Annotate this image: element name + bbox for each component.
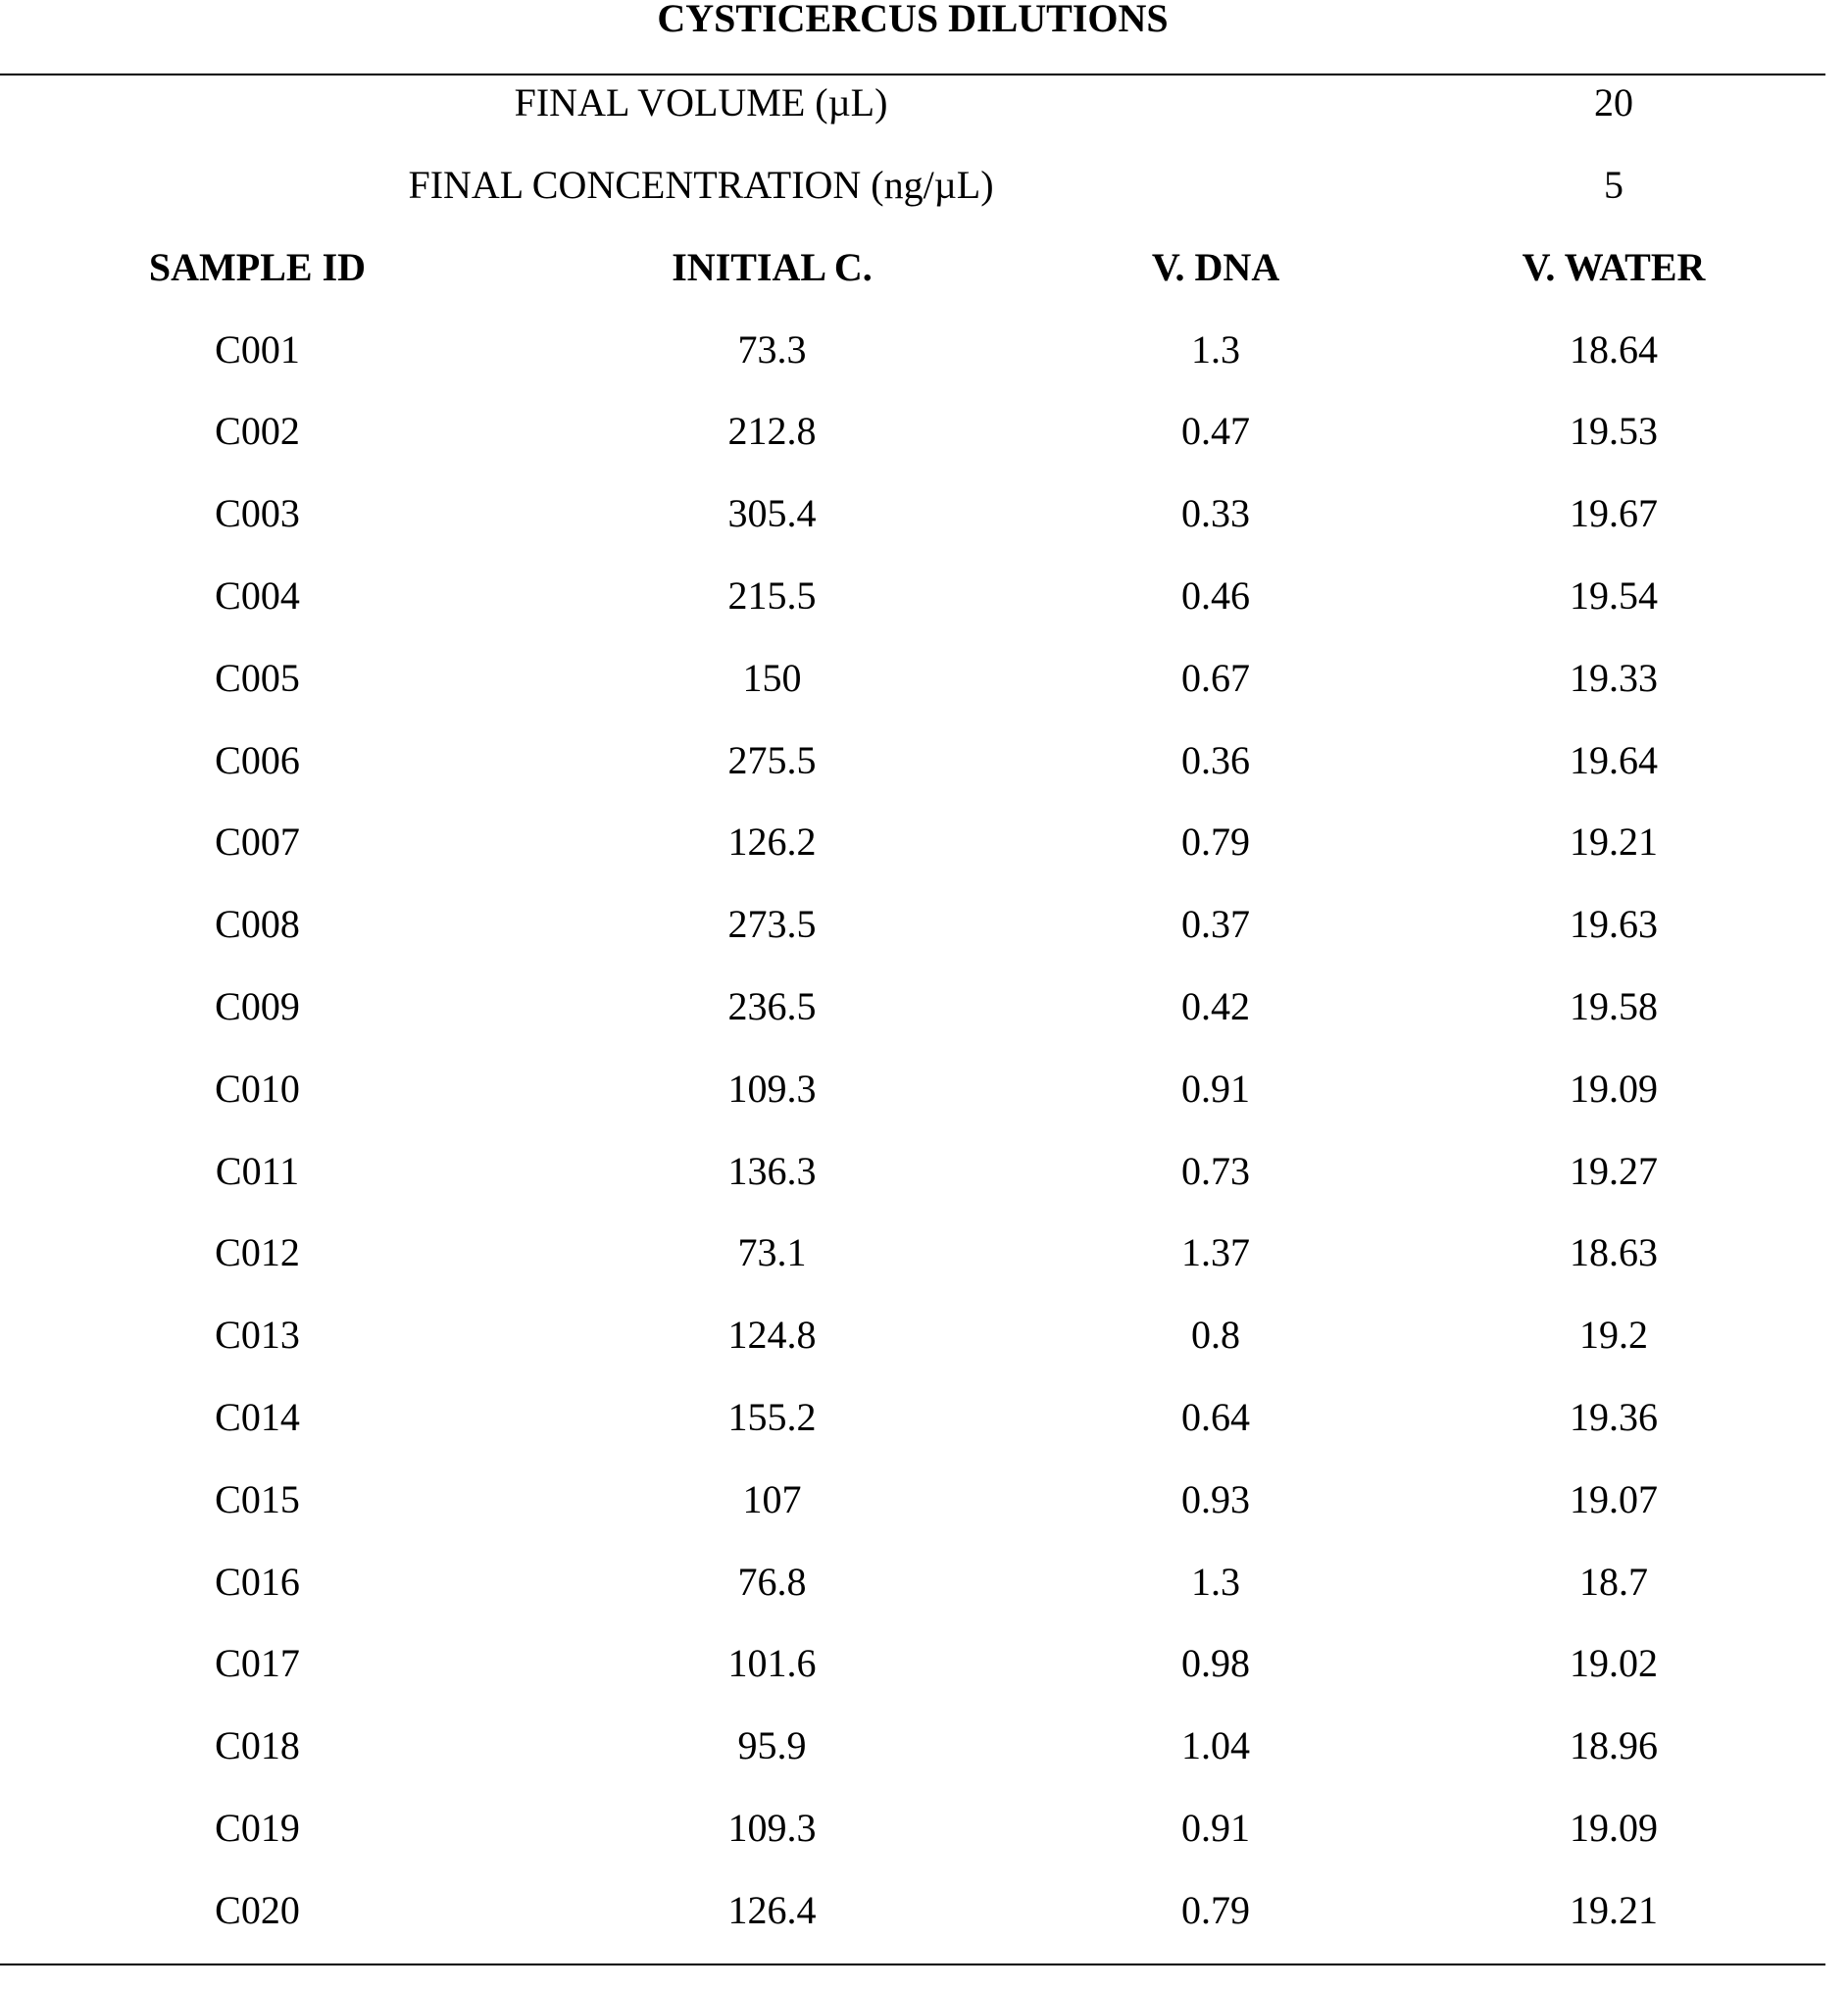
v-water-cell: 18.96 — [1570, 1723, 1659, 1768]
table-row — [0, 1376, 1825, 1459]
initial-c-cell: 73.1 — [737, 1230, 807, 1275]
v-dna-cell: 0.8 — [1191, 1313, 1240, 1358]
v-water-cell: 19.09 — [1570, 1066, 1659, 1111]
table-row — [0, 1623, 1825, 1706]
sample-id-cell: C005 — [215, 655, 300, 700]
header-row — [0, 226, 1825, 309]
table-row — [0, 472, 1825, 555]
v-water-cell: 19.36 — [1570, 1395, 1659, 1440]
initial-c-cell: 212.8 — [727, 409, 817, 454]
v-water-cell: 18.63 — [1570, 1230, 1659, 1275]
table-row — [0, 309, 1825, 391]
v-water-cell: 19.54 — [1570, 573, 1659, 619]
table-row — [0, 1705, 1825, 1787]
initial-c-cell: 76.8 — [737, 1559, 807, 1604]
initial-c-cell: 126.2 — [727, 820, 817, 865]
table-row — [0, 1869, 1825, 1952]
v-water-cell: 19.53 — [1570, 409, 1659, 454]
v-water-cell: 19.07 — [1570, 1476, 1659, 1521]
v-dna-cell: 0.98 — [1181, 1641, 1250, 1686]
sample-id-cell: C010 — [215, 1066, 300, 1111]
table-row — [0, 1541, 1825, 1623]
initial-c-cell: 155.2 — [727, 1395, 817, 1440]
v-dna-cell: 0.36 — [1181, 737, 1250, 782]
v-water-cell: 19.27 — [1570, 1148, 1659, 1193]
initial-c-cell: 109.3 — [727, 1066, 817, 1111]
final-concentration-label: FINAL CONCENTRATION (ng/µL) — [408, 163, 994, 207]
v-dna-cell: 0.93 — [1181, 1476, 1250, 1521]
final-volume-row — [0, 62, 1825, 144]
initial-c-cell: 101.6 — [727, 1641, 817, 1686]
initial-c-cell: 109.3 — [727, 1806, 817, 1851]
sample-id-cell: C003 — [215, 491, 300, 536]
table-row — [0, 637, 1825, 720]
v-water-cell: 19.64 — [1570, 737, 1659, 782]
v-water-cell: 19.67 — [1570, 491, 1659, 536]
v-water-cell: 18.64 — [1570, 326, 1659, 372]
v-dna-cell: 0.79 — [1181, 820, 1250, 865]
initial-c-cell: 95.9 — [737, 1723, 807, 1768]
initial-c-cell: 136.3 — [727, 1148, 817, 1193]
v-dna-cell: 0.46 — [1181, 573, 1250, 619]
sample-id-cell: C009 — [215, 984, 300, 1029]
column-header-v-dna: V. DNA — [1151, 244, 1280, 289]
v-dna-cell: 0.91 — [1181, 1806, 1250, 1851]
initial-c-cell: 236.5 — [727, 984, 817, 1029]
table-row — [0, 966, 1825, 1048]
sample-id-cell: C017 — [215, 1641, 300, 1686]
v-water-cell: 18.7 — [1579, 1559, 1649, 1604]
v-water-cell: 19.2 — [1579, 1313, 1649, 1358]
v-dna-cell: 0.47 — [1181, 409, 1250, 454]
sample-id-cell: C015 — [215, 1476, 300, 1521]
final-volume-label: FINAL VOLUME (µL) — [514, 80, 888, 124]
v-water-cell: 19.58 — [1570, 984, 1659, 1029]
sample-id-cell: C013 — [215, 1313, 300, 1358]
v-water-cell: 19.09 — [1570, 1806, 1659, 1851]
initial-c-cell: 275.5 — [727, 737, 817, 782]
sample-id-cell: C008 — [215, 902, 300, 947]
initial-c-cell: 107 — [742, 1476, 802, 1521]
sample-id-cell: C016 — [215, 1559, 300, 1604]
initial-c-cell: 273.5 — [727, 902, 817, 947]
column-header-v-water: V. WATER — [1522, 244, 1706, 289]
sample-id-cell: C019 — [215, 1806, 300, 1851]
final-concentration-row — [0, 144, 1825, 226]
initial-c-cell: 215.5 — [727, 573, 817, 619]
table-title: CYSTICERCUS DILUTIONS — [657, 0, 1169, 40]
final-volume-value: 20 — [1594, 80, 1634, 124]
table-row — [0, 1787, 1825, 1869]
table-row — [0, 1048, 1825, 1130]
v-dna-cell: 1.37 — [1181, 1230, 1250, 1275]
table-row — [0, 555, 1825, 637]
final-concentration-value: 5 — [1604, 163, 1624, 207]
v-dna-cell: 0.91 — [1181, 1066, 1250, 1111]
sample-id-cell: C012 — [215, 1230, 300, 1275]
sample-id-cell: C007 — [215, 820, 300, 865]
initial-c-cell: 73.3 — [737, 326, 807, 372]
table-row — [0, 391, 1825, 473]
v-dna-cell: 1.3 — [1191, 326, 1240, 372]
sample-id-cell: C014 — [215, 1395, 300, 1440]
initial-c-cell: 305.4 — [727, 491, 817, 536]
sample-id-cell: C002 — [215, 409, 300, 454]
table-row — [0, 883, 1825, 966]
table-row — [0, 720, 1825, 802]
initial-c-cell: 126.4 — [727, 1887, 817, 1932]
v-water-cell: 19.21 — [1570, 1887, 1659, 1932]
table-row — [0, 1459, 1825, 1541]
v-water-cell: 19.02 — [1570, 1641, 1659, 1686]
initial-c-cell: 124.8 — [727, 1313, 817, 1358]
v-dna-cell: 0.73 — [1181, 1148, 1250, 1193]
sample-id-cell: C011 — [215, 1148, 300, 1193]
v-dna-cell: 1.3 — [1191, 1559, 1240, 1604]
v-dna-cell: 0.33 — [1181, 491, 1250, 536]
sample-id-cell: C001 — [215, 326, 300, 372]
v-dna-cell: 1.04 — [1181, 1723, 1250, 1768]
v-water-cell: 19.21 — [1570, 820, 1659, 865]
v-dna-cell: 0.64 — [1181, 1395, 1250, 1440]
column-header-sample-id: SAMPLE ID — [148, 244, 367, 289]
table-row — [0, 1294, 1825, 1376]
column-header-initial-c: INITIAL C. — [672, 244, 873, 289]
dilutions-table — [0, 62, 1825, 1952]
v-water-cell: 19.33 — [1570, 655, 1659, 700]
v-water-cell: 19.63 — [1570, 902, 1659, 947]
sample-id-cell: C006 — [215, 737, 300, 782]
v-dna-cell: 0.79 — [1181, 1887, 1250, 1932]
v-dna-cell: 0.37 — [1181, 902, 1250, 947]
bottom-rule — [0, 1964, 1825, 1965]
table-row — [0, 1213, 1825, 1295]
initial-c-cell: 150 — [742, 655, 802, 700]
sample-id-cell: C018 — [215, 1723, 300, 1768]
sample-id-cell: C020 — [215, 1887, 300, 1932]
table-row — [0, 802, 1825, 884]
v-dna-cell: 0.42 — [1181, 984, 1250, 1029]
sample-id-cell: C004 — [215, 573, 300, 619]
v-dna-cell: 0.67 — [1181, 655, 1250, 700]
table-row — [0, 1130, 1825, 1213]
